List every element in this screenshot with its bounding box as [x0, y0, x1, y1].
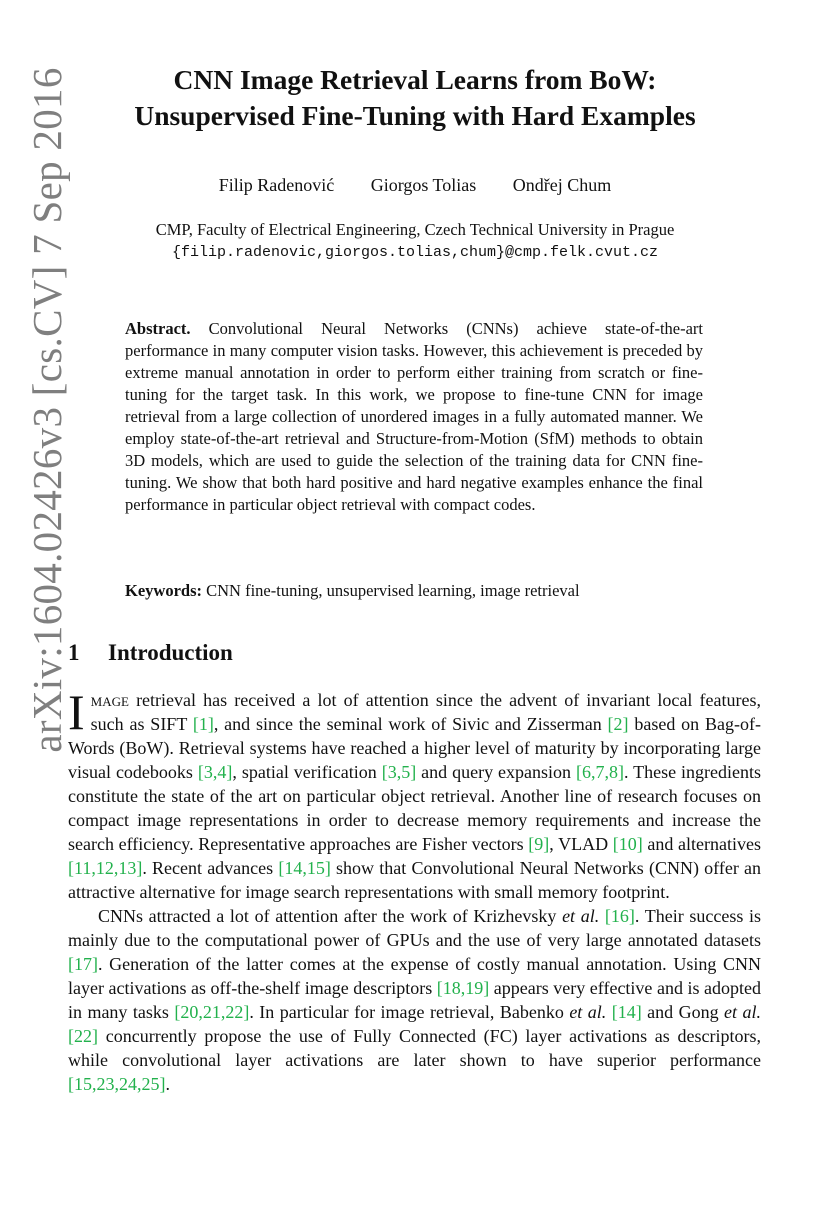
section-title: Introduction — [108, 640, 233, 665]
text-run: and Gong — [641, 1002, 725, 1022]
paragraph-1 — [68, 684, 762, 904]
citation-link[interactable]: [18,19] — [436, 978, 490, 998]
author-emails: {filip.radenovic,giorgos.tolias,chum}@cmp.felk.cvut.cz — [171, 244, 659, 261]
citation-link[interactable]: [20,21,22] — [174, 1002, 250, 1022]
author-list — [60, 175, 770, 196]
keywords-text: CNN fine-tuning, unsupervised learning, image retrieval — [206, 581, 580, 600]
citation-link[interactable]: [14,15] — [278, 858, 331, 878]
text-run: based on Bag-of-Words (BoW). Retrieval systems have reached a higher level of maturity by incorporating large visual codebooks — [68, 714, 761, 782]
text-run: , spatial verification — [232, 762, 382, 782]
citation-link[interactable]: [17] — [68, 954, 98, 974]
text-run: CNNs attracted a lot of attention after the work of Krizhevsky — [98, 906, 563, 926]
citation-link[interactable]: [11,12,13] — [68, 858, 143, 878]
text-run: . — [165, 1074, 170, 1094]
body-text — [68, 684, 762, 1096]
italic-text: et al. — [569, 1002, 607, 1022]
text-run: . Their success is mainly due to the computational power of GPUs and the use of very large annotated datasets — [68, 906, 761, 950]
citation-link[interactable]: [9] — [528, 834, 550, 854]
citation-link[interactable]: [6,7,8] — [575, 762, 624, 782]
text-run: and alternatives — [642, 834, 762, 854]
citation-link[interactable]: [10] — [612, 834, 643, 854]
affiliation: CMP, Faculty of Electrical Engineering, Czech Technical University in Prague — [155, 220, 675, 239]
arxiv-sidebar-stamp: arXiv:1604.02426v3 [cs.CV] 7 Sep 2016 — [24, 67, 70, 753]
citation-link[interactable]: [1] — [192, 714, 214, 734]
citation-link[interactable]: [2] — [607, 714, 629, 734]
text-run: and query expansion — [416, 762, 576, 782]
text-run: , VLAD — [549, 834, 613, 854]
affiliation-block — [60, 218, 770, 264]
drop-cap: I — [68, 684, 85, 740]
abstract — [125, 318, 703, 516]
keywords — [125, 580, 703, 602]
text-run: , and since the seminal work of Sivic and Zisserman — [213, 714, 608, 734]
citation-link[interactable]: [14] — [611, 1002, 642, 1022]
text-run: . Recent advances — [142, 858, 279, 878]
author-2: Giorgos Tolias — [370, 175, 477, 195]
text-run: . Generation of the latter comes at the expense of costly manual annotation. Using CNN layer activations as off-the-shelf image descriptors — [68, 954, 761, 998]
italic-text: et al. — [724, 1002, 761, 1022]
text-run: show that Convolutional Neural Networks (CNN) offer an attractive alternative for image search representations with small memory footprint. — [68, 858, 761, 902]
section-number: 1 — [68, 640, 80, 665]
text-run: concurrently propose the use of Fully Connected (FC) layer activations as descriptors, while convolutional layer activations are later shown to have superior performance — [68, 1026, 761, 1070]
title-line-1: CNN Image Retrieval Learns from BoW: — [173, 64, 657, 95]
author-1: Filip Radenović — [218, 175, 335, 195]
text-run: . These ingredients constitute the state of the art on particular object retrieval. Another line of research focuses on compact image representations in order to decrease memory requirements and increase the search efficiency. Representative approaches are Fisher vectors — [68, 762, 762, 854]
citation-link[interactable]: [15,23,24,25] — [68, 1074, 166, 1094]
citation-link[interactable]: [3,4] — [197, 762, 233, 782]
citation-link[interactable]: [16] — [604, 906, 635, 926]
text-run: . In particular for image retrieval, Babenko — [249, 1002, 570, 1022]
paragraph-2 — [68, 904, 761, 1096]
keywords-label: Keywords: — [125, 581, 202, 600]
title-line-2: Unsupervised Fine-Tuning with Hard Examples — [134, 100, 696, 131]
italic-text: et al. — [562, 906, 600, 926]
citation-link[interactable]: [3,5] — [381, 762, 417, 782]
smallcaps-text: mage — [90, 690, 129, 710]
abstract-label: Abstract. — [125, 319, 191, 338]
paper-title — [60, 62, 770, 134]
abstract-text: Convolutional Neural Networks (CNNs) achieve state-of-the-art performance in many computer vision tasks. However, this achievement is preceded by extreme manual annotation in order to perform either training from scratch or fine-tuning for the target task. In this work, we propose to fine-tune CNN for image retrieval from a large collection of unordered images in a fully automated manner. We employ state-of-the-art retrieval and Structure-from-Motion (SfM) methods to obtain 3D models, which are used to guide the selection of the training data for CNN fine-tuning. We show that both hard positive and hard negative examples enhance the final performance in particular object retrieval with compact codes. — [125, 319, 703, 514]
text-run: retrieval has received a lot of attention since the advent of invariant local features, such as SIFT — [90, 690, 761, 734]
text-run: appears very effective and is adopted in many tasks — [68, 978, 762, 1022]
section-heading — [68, 640, 233, 666]
citation-link[interactable]: [22] — [68, 1026, 98, 1046]
author-3: Ondřej Chum — [512, 175, 612, 195]
